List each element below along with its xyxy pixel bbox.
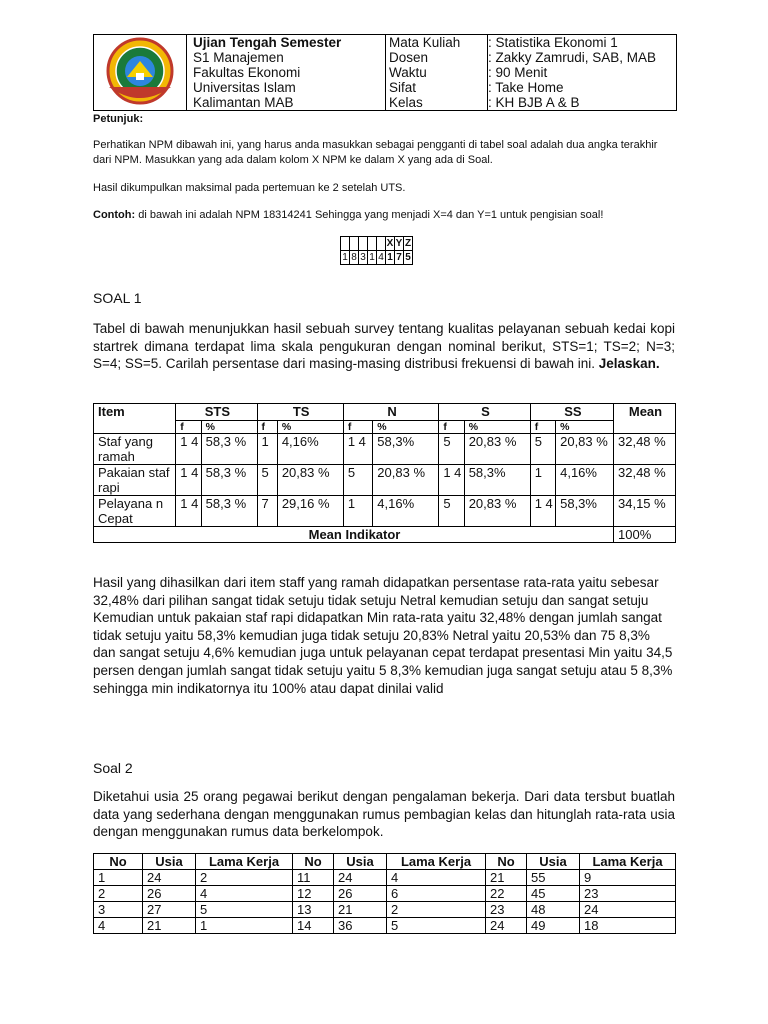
usia-cell: 21 — [143, 918, 196, 934]
institution-cell — [187, 35, 386, 111]
jawaban-text: Hasil yang dihasilkan dari item staff yang ramah didapatkan persentase rata-rata yaitu sebesar 32,48% dari pilihan sangat tidak setuju tidak setuju Netral kemudian setuju dan sangat setuju Kemudian untuk pakaian staf rapi didapatkan Min rata-rata yaitu 32,48% dengan jumlah sangat tidak setuju yaitu 58,3% kemudian juga tidak setuju 20,83% Netral yaitu 20,53% dan 75 8,3% dan sangat setuju 4,6% kemudian juga untuk pelayanan cepat terdapat presentasi Min yaitu 34,5 persen dengan jumlah sangat tidak setuju yaitu 5 8,3% kemudian juga sangat setuju atau 5 8,3% sehingga min indikatornya itu 100% atau dapat dinilai valid — [93, 575, 673, 696]
usia-cell: 6 — [387, 886, 486, 902]
value-waktu: : 90 Menit — [488, 65, 548, 80]
survey-cell: 1 4 — [176, 465, 201, 496]
contoh-line — [93, 208, 683, 223]
usia-cell: 45 — [527, 886, 580, 902]
usia-header: No — [486, 854, 527, 870]
npm-top-cell — [350, 237, 359, 251]
label-sifat: Sifat — [389, 80, 417, 95]
usia-cell: 21 — [486, 870, 527, 886]
survey-cell: 20,83 % — [464, 496, 530, 527]
survey-header-mean: Mean — [614, 404, 676, 434]
npm-digit-x: 1 — [387, 252, 393, 263]
npm-digit: 1 — [369, 252, 375, 263]
usia-cell: 9 — [580, 870, 676, 886]
mean-indikator-label: Mean Indikator — [94, 527, 614, 543]
university-line1: Universitas Islam — [193, 80, 296, 95]
usia-header: Lama Kerja — [196, 854, 293, 870]
npm-digit: 3 — [360, 252, 366, 263]
usia-cell: 36 — [334, 918, 387, 934]
usia-cell: 26 — [334, 886, 387, 902]
npm-digit-y: 7 — [396, 252, 402, 263]
survey-cell: 58,3% — [556, 496, 614, 527]
survey-cell: 5 — [439, 496, 464, 527]
table-row — [94, 496, 676, 527]
program: S1 Manajemen — [193, 50, 284, 65]
survey-header-s: S — [439, 404, 530, 421]
usia-cell: 4 — [196, 886, 293, 902]
npm-grid — [340, 236, 413, 265]
usia-cell: 3 — [94, 902, 143, 918]
usia-cell: 26 — [143, 886, 196, 902]
exam-header — [93, 34, 677, 111]
survey-cell: 29,16 % — [277, 496, 343, 527]
petunjuk-title: Petunjuk: — [93, 113, 144, 125]
usia-cell: 1 — [196, 918, 293, 934]
usia-header: Usia — [143, 854, 196, 870]
survey-cell: 4,16% — [277, 434, 343, 465]
survey-mean: 34,15 % — [614, 496, 676, 527]
survey-header-sts: STS — [176, 404, 257, 421]
survey-item: Staf yang ramah — [94, 434, 176, 465]
value-sifat: : Take Home — [488, 80, 564, 95]
usia-cell: 14 — [293, 918, 334, 934]
usia-header: No — [293, 854, 334, 870]
label-dosen: Dosen — [389, 50, 429, 65]
label-waktu: Waktu — [389, 65, 427, 80]
usia-cell: 21 — [334, 902, 387, 918]
usia-header: Lama Kerja — [580, 854, 676, 870]
value-mata-kuliah: : Statistika Ekonomi 1 — [488, 35, 618, 50]
table-row — [94, 918, 676, 934]
usia-cell: 24 — [580, 902, 676, 918]
survey-sub-f: f — [257, 421, 277, 434]
survey-sub-pct: % — [277, 421, 343, 434]
survey-header-ts: TS — [257, 404, 343, 421]
survey-cell: 7 — [257, 496, 277, 527]
exam-title: Ujian Tengah Semester — [193, 35, 342, 50]
survey-item: Pelayana n Cepat — [94, 496, 176, 527]
survey-cell: 1 4 — [530, 496, 555, 527]
survey-cell: 58,3% — [464, 465, 530, 496]
usia-cell: 2 — [94, 886, 143, 902]
survey-cell: 20,83 % — [464, 434, 530, 465]
usia-cell: 4 — [94, 918, 143, 934]
survey-mean: 32,48 % — [614, 465, 676, 496]
npm-top-cell — [377, 237, 386, 251]
survey-item: Pakaian staf rapi — [94, 465, 176, 496]
survey-sub-pct: % — [464, 421, 530, 434]
table-row — [94, 902, 676, 918]
usia-cell: 12 — [293, 886, 334, 902]
npm-top-cell-y: Y — [395, 238, 403, 249]
usia-cell: 24 — [486, 918, 527, 934]
mean-indikator-value: 100% — [614, 527, 676, 543]
survey-header-n: N — [343, 404, 438, 421]
usia-cell: 5 — [196, 902, 293, 918]
usia-cell: 23 — [486, 902, 527, 918]
university-seal-icon — [105, 37, 175, 105]
university-line2: Kalimantan MAB — [193, 95, 294, 110]
survey-sub-f: f — [343, 421, 372, 434]
contoh-label: Contoh: — [93, 209, 136, 221]
usia-cell: 2 — [387, 902, 486, 918]
usia-cell: 18 — [580, 918, 676, 934]
usia-header: Lama Kerja — [387, 854, 486, 870]
npm-top-cell-z: Z — [404, 238, 412, 249]
usia-cell: 5 — [387, 918, 486, 934]
usia-header: Usia — [527, 854, 580, 870]
table-row — [94, 870, 676, 886]
usia-header: No — [94, 854, 143, 870]
university-logo — [94, 35, 187, 111]
usia-cell: 22 — [486, 886, 527, 902]
petunjuk-p2: Hasil dikumpulkan maksimal pada pertemuan ke 2 setelah UTS. — [93, 182, 406, 194]
usia-cell: 48 — [527, 902, 580, 918]
label-kelas: Kelas — [389, 95, 423, 110]
survey-sub-f: f — [176, 421, 201, 434]
npm-top-cell — [359, 237, 368, 251]
usia-cell: 55 — [527, 870, 580, 886]
survey-table — [93, 403, 676, 543]
survey-cell: 5 — [343, 465, 372, 496]
value-kelas: : KH BJB A & B — [488, 95, 580, 110]
soal2-title: Soal 2 — [93, 760, 133, 776]
survey-cell: 58,3% — [373, 434, 439, 465]
survey-header-ss: SS — [530, 404, 613, 421]
survey-cell: 58,3 % — [201, 496, 257, 527]
soal1-jelaskan: Jelaskan. — [598, 356, 660, 372]
npm-top-cell — [341, 237, 350, 251]
info-values — [488, 35, 677, 111]
survey-cell: 1 4 — [343, 434, 372, 465]
survey-header-item: Item — [94, 404, 176, 434]
contoh-text: di bawah ini adalah NPM 18314241 Sehingga yang menjadi X=4 dan Y=1 untuk pengisian soal! — [135, 209, 604, 221]
survey-cell: 4,16% — [373, 496, 439, 527]
survey-cell: 1 4 — [176, 434, 201, 465]
survey-cell: 5 — [530, 434, 555, 465]
survey-cell: 1 4 — [439, 465, 464, 496]
usia-cell: 49 — [527, 918, 580, 934]
npm-digit: 8 — [351, 252, 357, 263]
survey-sub-pct: % — [201, 421, 257, 434]
table-row — [94, 465, 676, 496]
soal1-question: Tabel di bawah menunjukkan hasil sebuah survey tentang kualitas pelayanan sebuah kedai kopi startrek dimana terdapat lima skala pengukuran dengan nominal berikut, STS=1; TS=2; N=3; S=4; SS=5. Carilah persentase dari masing-masing distribusi frekuensi di bawah ini. — [93, 321, 675, 372]
survey-sub-f: f — [439, 421, 464, 434]
soal2-text: Diketahui usia 25 orang pegawai berikut dengan pengalaman bekerja. Dari data tersbut buatlah data yang sederhana dengan menggunakan rumus pembagian kelas dan hitunglah rata-rata usia dengan menggunakan rumus data berkelompok. — [93, 789, 675, 840]
survey-cell: 1 — [530, 465, 555, 496]
survey-cell: 20,83 % — [556, 434, 614, 465]
usia-cell: 24 — [334, 870, 387, 886]
npm-top-cell — [368, 237, 377, 251]
survey-cell: 1 4 — [176, 496, 201, 527]
survey-sub-pct: % — [556, 421, 614, 434]
table-row — [94, 434, 676, 465]
usia-cell: 13 — [293, 902, 334, 918]
usia-header: Usia — [334, 854, 387, 870]
survey-cell: 20,83 % — [277, 465, 343, 496]
npm-digit: 4 — [378, 252, 384, 263]
survey-cell: 58,3 % — [201, 434, 257, 465]
survey-cell: 1 — [343, 496, 372, 527]
survey-sub-f: f — [530, 421, 555, 434]
table-row — [94, 886, 676, 902]
usia-cell: 1 — [94, 870, 143, 886]
survey-cell: 5 — [439, 434, 464, 465]
soal1-text — [93, 320, 675, 373]
info-labels — [386, 35, 488, 111]
survey-cell: 58,3 % — [201, 465, 257, 496]
label-mata-kuliah: Mata Kuliah — [389, 35, 461, 50]
usia-table — [93, 853, 676, 934]
usia-cell: 4 — [387, 870, 486, 886]
usia-cell: 24 — [143, 870, 196, 886]
survey-cell: 4,16% — [556, 465, 614, 496]
survey-cell: 20,83 % — [373, 465, 439, 496]
soal1-title: SOAL 1 — [93, 290, 142, 306]
usia-cell: 2 — [196, 870, 293, 886]
survey-cell: 5 — [257, 465, 277, 496]
survey-cell: 1 — [257, 434, 277, 465]
faculty: Fakultas Ekonomi — [193, 65, 301, 80]
survey-mean: 32,48 % — [614, 434, 676, 465]
usia-cell: 27 — [143, 902, 196, 918]
usia-cell: 23 — [580, 886, 676, 902]
npm-digit-z: 5 — [405, 252, 411, 263]
npm-top-cell-x: X — [386, 238, 394, 249]
value-dosen: : Zakky Zamrudi, SAB, MAB — [488, 50, 657, 65]
usia-cell: 11 — [293, 870, 334, 886]
petunjuk-p1: Perhatikan NPM dibawah ini, yang harus anda masukkan sebagai pengganti di tabel soal adalah dua angka terakhir dari NPM. Masukkan yang ada dalam kolom X NPM ke dalam X yang ada di Soal. — [93, 139, 658, 166]
npm-digit: 1 — [342, 252, 348, 263]
survey-sub-pct: % — [373, 421, 439, 434]
